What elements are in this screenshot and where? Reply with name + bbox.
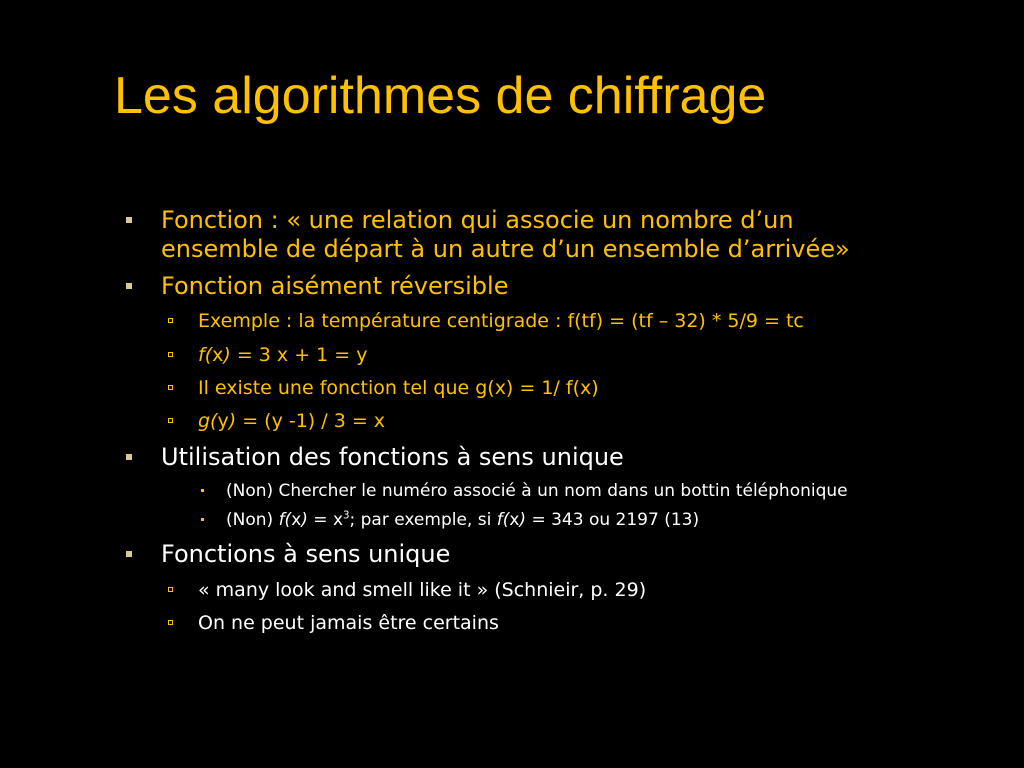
slide-title: Les algorithmes de chiffrage xyxy=(114,67,767,125)
italic-close: ) xyxy=(228,410,237,432)
italic-g: g( xyxy=(198,410,218,432)
square-bullet-icon xyxy=(126,454,132,460)
hollow-square-bullet-icon xyxy=(168,318,173,323)
sub-item-text xyxy=(198,343,367,367)
italic-close: ) xyxy=(301,510,308,530)
bullet-text: Fonction aisément réversible xyxy=(161,272,509,300)
var-x: x xyxy=(509,510,520,530)
italic-f: f( xyxy=(496,510,510,530)
equation-rest: = 3 x + 1 = y xyxy=(230,344,368,366)
sub-sub-item-text: (Non) Chercher le numéro associé à un nom dans un bottin téléphonique xyxy=(226,481,848,501)
hollow-square-bullet-icon xyxy=(168,352,173,357)
sub-item-text: « many look and smell like it » (Schnieir, p. 29) xyxy=(198,579,647,601)
sub-item-text xyxy=(198,409,385,433)
equals-x: = x xyxy=(307,510,344,530)
equation-rest: = (y -1) / 3 = x xyxy=(236,410,386,432)
bullet-text-line2: ensemble de départ à un autre d’un ensemble d’arrivée» xyxy=(161,235,850,263)
sub-item-text: Exemple : la température centigrade : f(tf) = (tf – 32) * 5/9 = tc xyxy=(198,310,804,332)
square-bullet-icon xyxy=(126,217,132,223)
square-bullet-icon xyxy=(126,283,132,289)
var-x: x xyxy=(212,344,224,366)
bullet-text: Fonctions à sens unique xyxy=(161,540,451,568)
sub-sub-item-text xyxy=(226,509,699,531)
hollow-square-bullet-icon xyxy=(168,385,173,390)
hollow-square-bullet-icon xyxy=(168,620,173,625)
hollow-square-bullet-icon xyxy=(168,418,173,423)
italic-close: ) xyxy=(519,510,527,530)
italic-f: f( xyxy=(198,344,213,366)
middle-text: ; par exemple, si xyxy=(349,510,497,530)
var-x: x xyxy=(291,510,302,530)
end-text: = 343 ou 2197 (13) xyxy=(526,510,700,530)
var-y: y xyxy=(217,410,229,432)
sub-item-text: On ne peut jamais être certains xyxy=(198,612,499,634)
bullet-text-line1: Fonction : « une relation qui associe un nombre d’un xyxy=(161,206,794,234)
bullet-text: Utilisation des fonctions à sens unique xyxy=(161,443,624,471)
hollow-square-bullet-icon xyxy=(168,587,173,592)
sub-item-text: Il existe une fonction tel que g(x) = 1/ f(x) xyxy=(198,377,599,399)
exponent: 3 xyxy=(343,510,350,522)
italic-f: f( xyxy=(278,510,292,530)
square-bullet-icon xyxy=(126,551,132,557)
small-square-bullet-icon xyxy=(201,518,204,521)
italic-close: ) xyxy=(223,344,231,366)
prefix: (Non) xyxy=(226,510,279,530)
small-square-bullet-icon xyxy=(201,489,204,492)
